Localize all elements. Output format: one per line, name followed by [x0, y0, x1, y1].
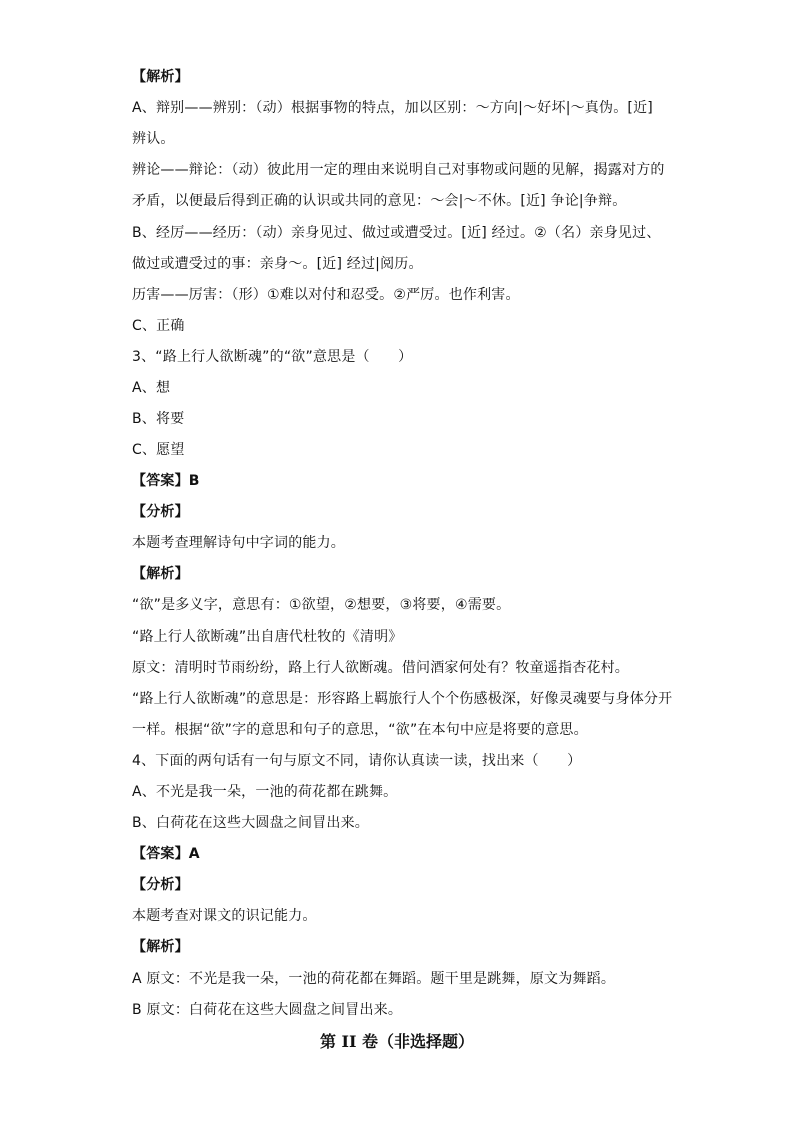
explanation-line: 原文：清明时节雨纷纷，路上行人欲断魂。借问酒家何处有？牧童遥指杏花村。 [132, 660, 629, 676]
question-4-option-b: B、白荷花在这些大圆盘之间冒出来。 [132, 815, 370, 831]
heading-jiexi: 【解析】 [132, 566, 189, 582]
section-title: 第 II 卷（非选择题） [319, 1032, 475, 1051]
answer-b-line-3: 历害——厉害：（形）①难以对付和忍受。②严厉。也作利害。 [132, 287, 520, 303]
answer-c-line: C、正确 [132, 318, 185, 334]
explanation-line: “欲”是多义字，意思有：①欲望，②想要，③将要，④需要。 [132, 597, 511, 613]
analysis-text: 本题考查理解诗句中字词的能力。 [132, 535, 345, 551]
explanation-line: A 原文：不光是我一朵，一池的荷花都在舞蹈。题干里是跳舞，原文为舞蹈。 [132, 971, 616, 987]
explanation-line: 一样。根据“欲”字的意思和句子的意思，“欲”在本句中应是将要的意思。 [132, 722, 588, 738]
heading-fenxi: 【分析】 [132, 877, 189, 893]
question-3: 3、“路上行人欲断魂”的“欲”意思是（ ） [132, 349, 413, 365]
question-3-answer: 【答案】B [132, 473, 200, 489]
question-4-option-a: A、不光是我一朵，一池的荷花都在跳舞。 [132, 784, 398, 800]
question-4: 4、下面的两句话有一句与原文不同，请你认真读一读，找出来（ ） [132, 753, 582, 769]
explanation-line: “路上行人欲断魂”的意思是：形容路上羁旅行人个个伤感极深，好像灵魂要与身体分开 [132, 691, 673, 707]
question-3-option-a: A、想 [132, 380, 171, 396]
answer-a-line-1: A、辩别——辨别：（动）根据事物的特点，加以区别：～方向|～好坏|～真伪。[近] [132, 100, 653, 116]
heading-jiexi: 【解析】 [132, 939, 189, 955]
explanation-line: “路上行人欲断魂”出自唐代杜牧的《清明》 [132, 629, 403, 645]
question-3-option-b: B、将要 [132, 411, 185, 427]
answer-b-line-2: 做过或遭受过的事：亲身～。[近] 经过|阅历。 [132, 256, 423, 272]
answer-a-line-2: 辨认。 [132, 131, 175, 147]
question-3-option-c: C、愿望 [132, 442, 185, 458]
answer-a-line-4: 矛盾，以便最后得到正确的认识或共同的意见：～会|～不休。[近] 争论|争辩。 [132, 193, 627, 209]
answer-a-line-3: 辨论——辩论：（动）彼此用一定的理由来说明自己对事物或问题的见解，揭露对方的 [132, 162, 665, 178]
question-4-answer: 【答案】A [132, 846, 200, 862]
heading-jiexi: 【解析】 [132, 69, 189, 85]
analysis-text: 本题考查对课文的识记能力。 [132, 908, 317, 924]
heading-fenxi: 【分析】 [132, 504, 189, 520]
answer-b-line-1: B、经厉——经历：（动）亲身见过、做过或遭受过。[近] 经过。②（名）亲身见过、 [132, 225, 661, 241]
explanation-line: B 原文：白荷花在这些大圆盘之间冒出来。 [132, 1002, 403, 1018]
